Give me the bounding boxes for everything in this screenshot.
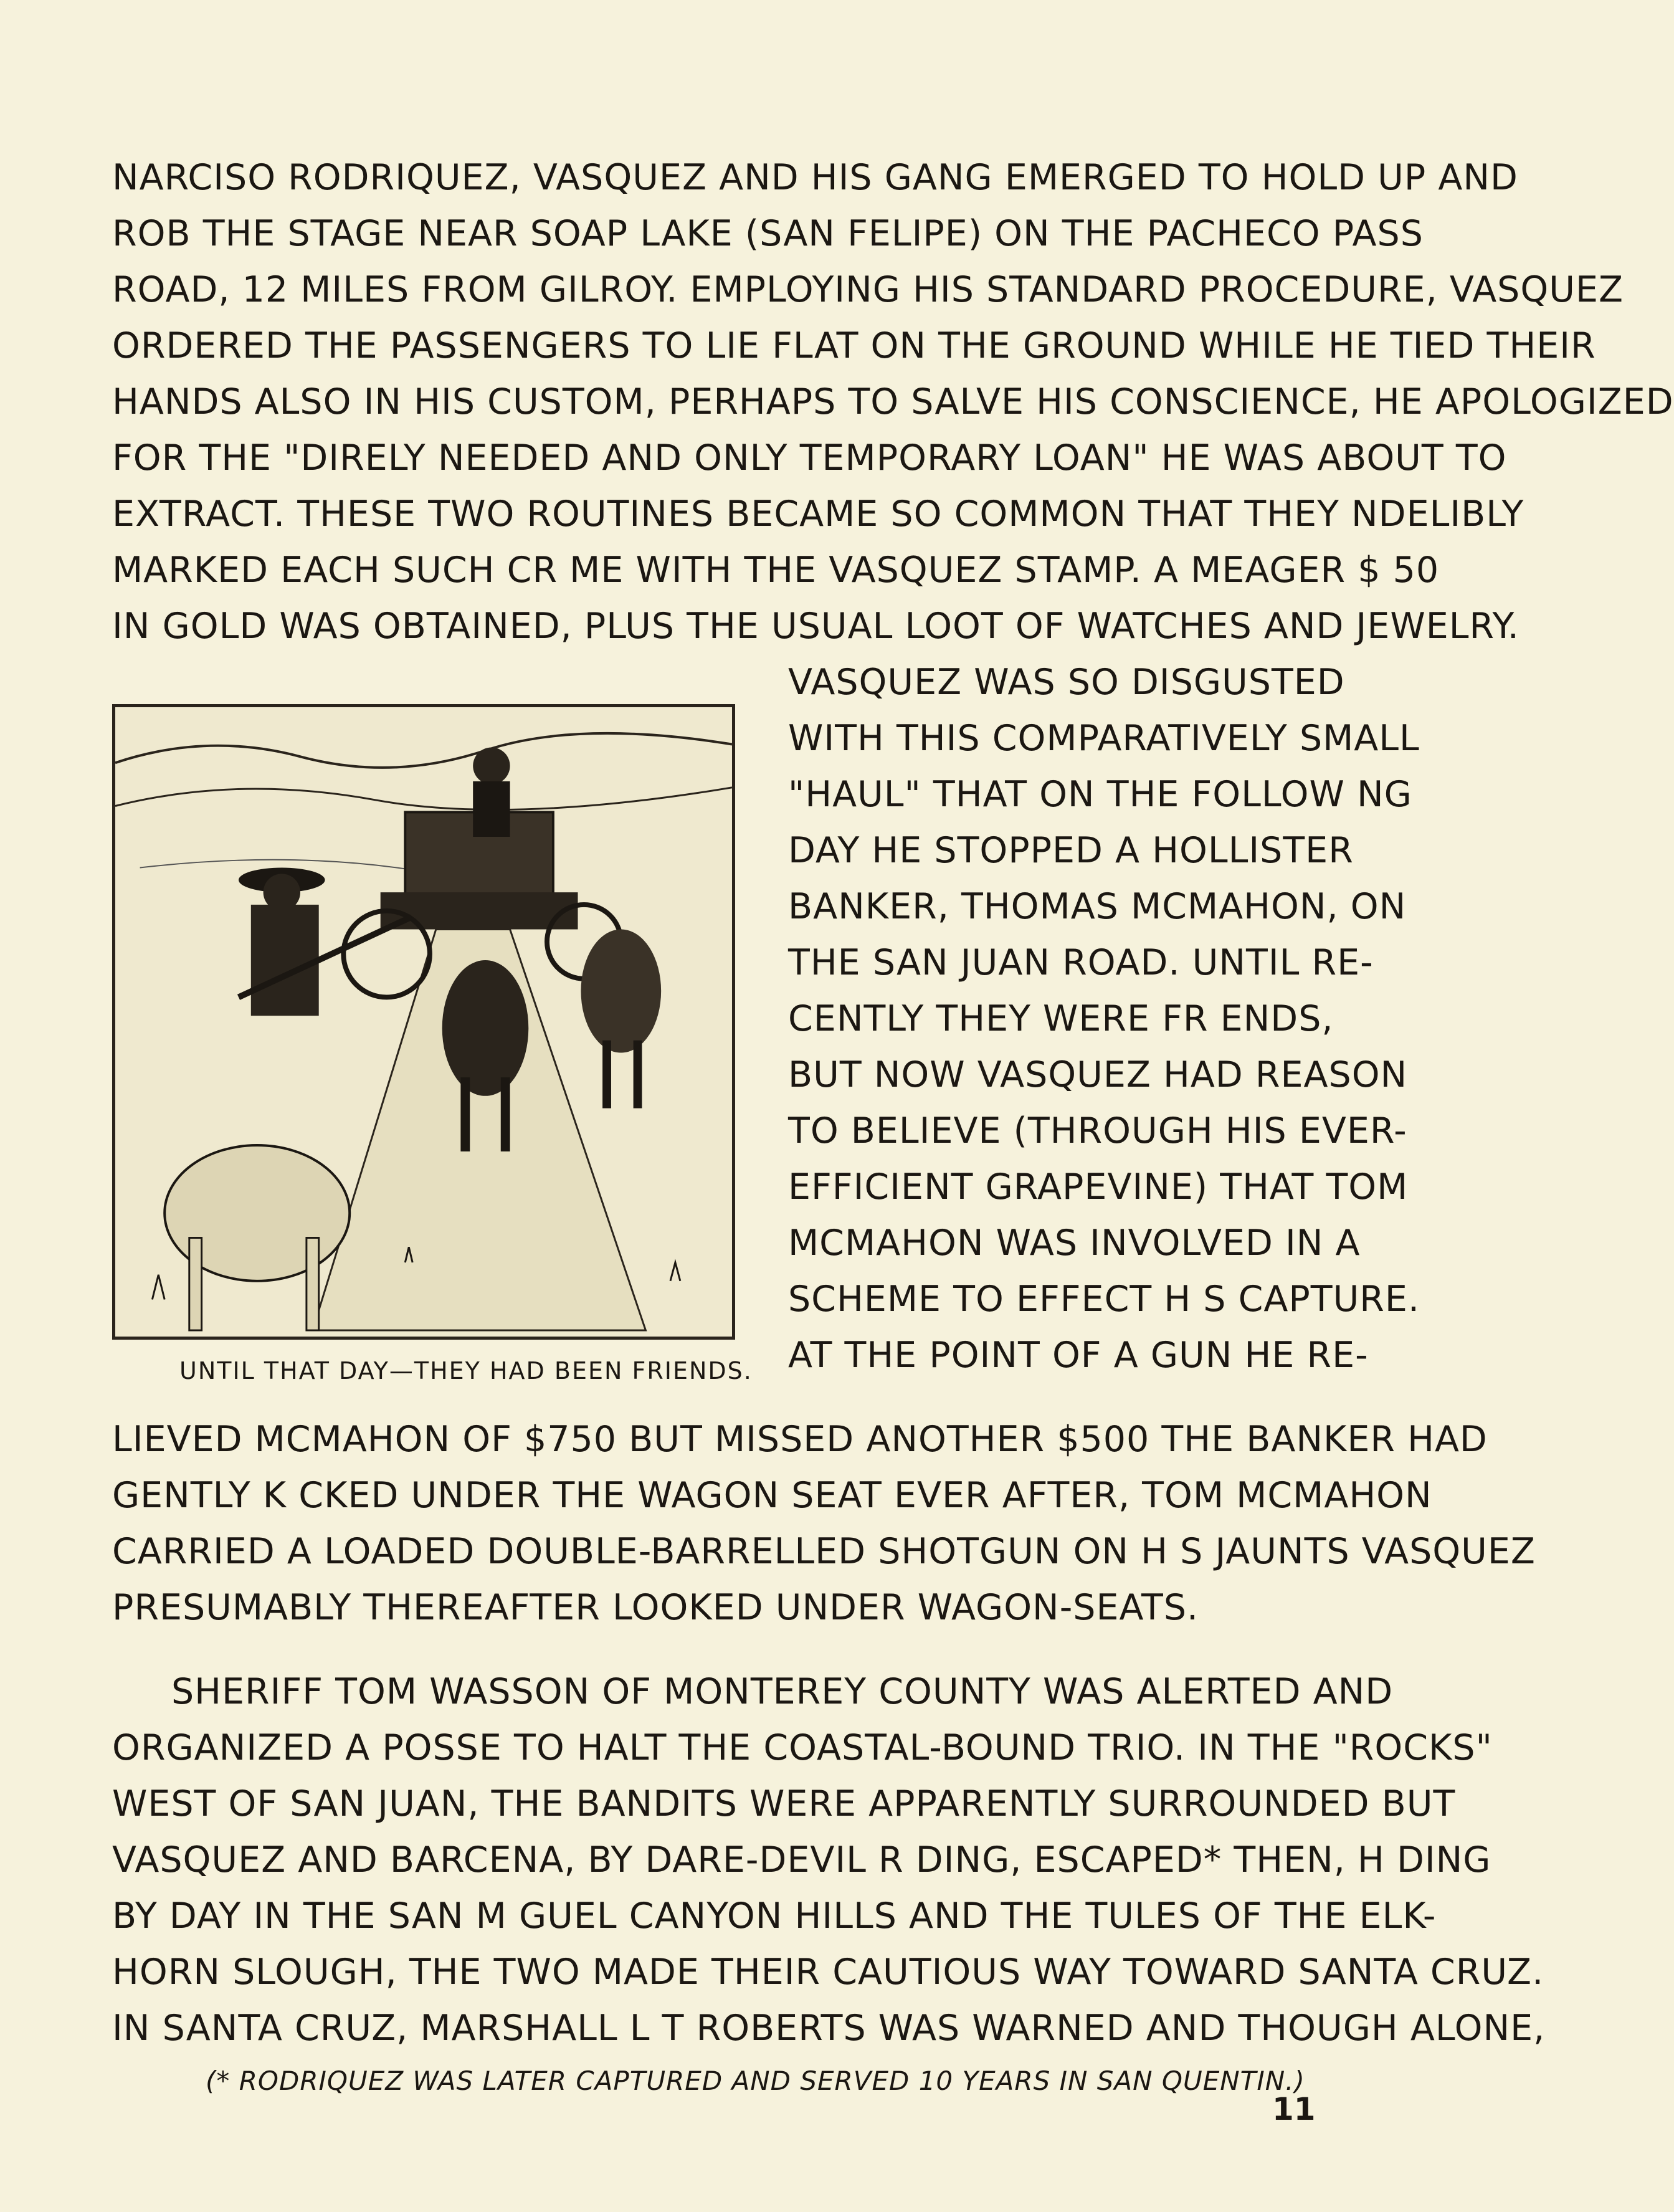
text-line: EFFICIENT GRAPEVINE) THAT TOM: [788, 1166, 1409, 1208]
text-line: SCHEME TO EFFECT H S CAPTURE.: [788, 1279, 1420, 1320]
text-line: IN GOLD WAS OBTAINED, PLUS THE USUAL LOOT OF WATCHES AND JEWELRY.: [112, 606, 1519, 647]
text-line: TO BELIEVE (THROUGH HIS EVER-: [788, 1110, 1407, 1151]
text-line: BANKER, THOMAS MCMAHON, ON: [788, 886, 1407, 927]
text-line: WEST OF SAN JUAN, THE BANDITS WERE APPARENTLY SURROUNDED BUT: [112, 1783, 1456, 1824]
text-line: ROB THE STAGE NEAR SOAP LAKE (SAN FELIPE) ON THE PACHECO PASS: [112, 213, 1424, 254]
text-line: BY DAY IN THE SAN M GUEL CANYON HILLS AND THE TULES OF THE ELK-: [112, 1895, 1437, 1937]
footnote: (* RODRIQUEZ WAS LATER CAPTURED AND SERVED 10 YEARS IN SAN QUENTIN.): [206, 2066, 1305, 2096]
text-line: MCMAHON WAS INVOLVED IN A: [788, 1223, 1361, 1264]
text-line: MARKED EACH SUCH CR ME WITH THE VASQUEZ STAMP. A MEAGER $ 50: [112, 550, 1440, 591]
text-line: IN SANTA CRUZ, MARSHALL L T ROBERTS WAS WARNED AND THOUGH ALONE,: [112, 2008, 1546, 2049]
text-line: EXTRACT. THESE TWO ROUTINES BECAME SO COMMON THAT THEY NDELIBLY: [112, 493, 1524, 535]
text-line: ROAD, 12 MILES FROM GILROY. EMPLOYING HIS STANDARD PROCEDURE, VASQUEZ: [112, 269, 1624, 310]
text-line: BUT NOW VASQUEZ HAD REASON: [788, 1054, 1408, 1095]
illustration-caption: UNTIL THAT DAY—THEY HAD BEEN FRIENDS.: [179, 1357, 753, 1385]
text-line: ORDERED THE PASSENGERS TO LIE FLAT ON THE GROUND WHILE HE TIED THEIR: [112, 325, 1596, 366]
text-line: VASQUEZ AND BARCENA, BY DARE-DEVIL R DING, ESCAPED* THEN, H DING: [112, 1839, 1491, 1881]
text-line: HANDS ALSO IN HIS CUSTOM, PERHAPS TO SALVE HIS CONSCIENCE, HE APOLOGIZED: [112, 381, 1674, 422]
text-line: VASQUEZ WAS SO DISGUSTED: [788, 662, 1345, 703]
text-line: GENTLY K CKED UNDER THE WAGON SEAT EVER AFTER, TOM MCMAHON: [112, 1475, 1432, 1516]
stagecoach-illustration: [112, 704, 735, 1340]
text-line: SHERIFF TOM WASSON OF MONTEREY COUNTY WAS ALERTED AND: [171, 1671, 1394, 1712]
text-line: AT THE POINT OF A GUN HE RE-: [788, 1335, 1369, 1376]
page-number: 11: [1272, 2091, 1316, 2127]
text-line: DAY HE STOPPED A HOLLISTER: [788, 830, 1354, 871]
text-line: CARRIED A LOADED DOUBLE-BARRELLED SHOTGUN ON H S JAUNTS VASQUEZ: [112, 1531, 1536, 1572]
text-line: THE SAN JUAN ROAD. UNTIL RE-: [788, 942, 1374, 983]
text-line: NARCISO RODRIQUEZ, VASQUEZ AND HIS GANG EMERGED TO HOLD UP AND: [112, 157, 1518, 198]
text-line: LIEVED MCMAHON OF $750 BUT MISSED ANOTHER $500 THE BANKER HAD: [112, 1419, 1488, 1460]
text-line: WITH THIS COMPARATIVELY SMALL: [788, 718, 1420, 759]
text-line: FOR THE "DIRELY NEEDED AND ONLY TEMPORARY LOAN" HE WAS ABOUT TO: [112, 437, 1507, 479]
text-line: PRESUMABLY THEREAFTER LOOKED UNDER WAGON-SEATS.: [112, 1587, 1199, 1628]
text-line: "HAUL" THAT ON THE FOLLOW NG: [788, 774, 1412, 815]
text-line: ORGANIZED A POSSE TO HALT THE COASTAL-BOUND TRIO. IN THE "ROCKS": [112, 1727, 1493, 1768]
text-line: CENTLY THEY WERE FR ENDS,: [788, 998, 1334, 1039]
text-line: HORN SLOUGH, THE TWO MADE THEIR CAUTIOUS WAY TOWARD SANTA CRUZ.: [112, 1952, 1544, 1993]
